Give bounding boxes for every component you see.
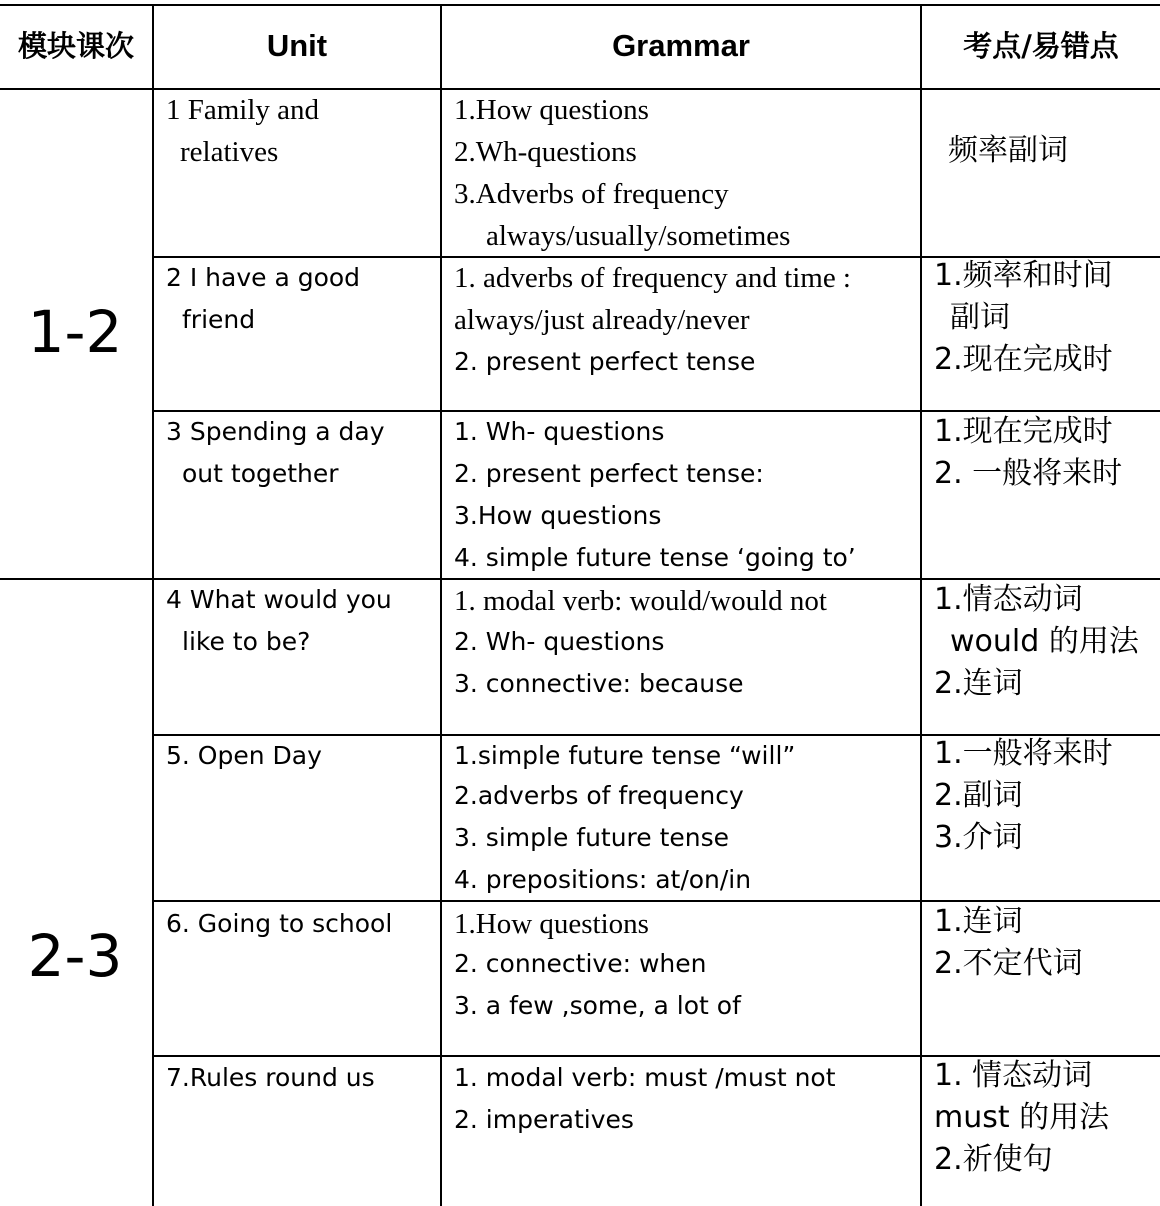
grammar-text: 3.How questions xyxy=(454,501,662,530)
points-text: 1. 情态动词 xyxy=(934,1058,1093,1093)
points-text: 1.连词 xyxy=(934,904,1023,939)
grammar-text: 3. connective: because xyxy=(454,669,744,698)
points-text: 1.现在完成时 xyxy=(934,414,1113,449)
grammar-text: always/usually/sometimes xyxy=(486,220,791,252)
grammar-text: 1. Wh- questions xyxy=(454,417,665,446)
unit-text: 5. Open Day xyxy=(166,741,322,770)
points-text: 2.祈使句 xyxy=(934,1142,1053,1177)
header-module: 模块课次 xyxy=(17,29,134,63)
grammar-text: 2. present perfect tense: xyxy=(454,459,764,488)
grammar-text: 2.adverbs of frequency xyxy=(454,781,744,810)
grammar-text: 1. modal verb: would/would not xyxy=(454,585,827,617)
grammar-text: 2. present perfect tense xyxy=(454,347,756,376)
points-text: 频率副词 xyxy=(948,133,1068,168)
column-divider xyxy=(920,4,922,1206)
grammar-text: 1.simple future tense “will” xyxy=(454,741,796,770)
header-points: 考点/易错点 xyxy=(963,29,1119,63)
points-text: must 的用法 xyxy=(934,1100,1110,1135)
points-text: 1.情态动词 xyxy=(934,582,1083,617)
unit-text: 2 I have a good xyxy=(166,263,361,292)
grammar-text: 2. imperatives xyxy=(454,1105,634,1134)
grammar-text: 3. simple future tense xyxy=(454,823,730,852)
grammar-text: 3.Adverbs of frequency xyxy=(454,178,729,210)
grammar-text: 3. a few ,some, a lot of xyxy=(454,991,741,1020)
unit-text: 6. Going to school xyxy=(166,909,393,938)
grammar-text: 4. prepositions: at/on/in xyxy=(454,865,752,894)
points-text: 2.副词 xyxy=(934,778,1023,813)
module-label: 2-3 xyxy=(27,922,123,990)
grammar-text: 1. modal verb: must /must not xyxy=(454,1063,836,1092)
points-text: 2.现在完成时 xyxy=(934,342,1113,377)
points-text: 副词 xyxy=(950,300,1010,335)
grammar-text: 2. Wh- questions xyxy=(454,627,665,656)
grammar-text: 1. adverbs of frequency and time : xyxy=(454,262,851,294)
unit-text: friend xyxy=(182,305,256,334)
unit-text: 4 What would you xyxy=(166,585,392,614)
grammar-text: 2. connective: when xyxy=(454,949,707,978)
grammar-text: always/just already/never xyxy=(454,304,750,336)
column-divider xyxy=(152,4,154,1206)
grammar-text: 4. simple future tense ‘going to’ xyxy=(454,543,856,572)
header-unit: Unit xyxy=(266,28,328,63)
points-text: 2.不定代词 xyxy=(934,946,1083,981)
module-label: 1-2 xyxy=(27,298,123,366)
points-text: 2.连词 xyxy=(934,666,1023,701)
unit-text: 1 Family and xyxy=(166,94,320,126)
grammar-text: 2.Wh-questions xyxy=(454,136,637,168)
unit-text: 7.Rules round us xyxy=(166,1063,375,1092)
unit-text: 3 Spending a day xyxy=(166,417,385,446)
points-text: 1.一般将来时 xyxy=(934,736,1113,771)
points-text: 3.介词 xyxy=(934,820,1023,855)
column-divider xyxy=(440,4,442,1206)
points-text: would 的用法 xyxy=(950,624,1139,659)
unit-text: like to be? xyxy=(182,627,311,656)
points-text: 1.频率和时间 xyxy=(934,258,1113,293)
unit-text: relatives xyxy=(180,136,279,168)
header-grammar: Grammar xyxy=(612,28,750,63)
points-text: 2. 一般将来时 xyxy=(934,456,1123,491)
unit-text: out together xyxy=(182,459,339,488)
grammar-text: 1.How questions xyxy=(454,94,649,126)
grammar-text: 1.How questions xyxy=(454,908,649,940)
